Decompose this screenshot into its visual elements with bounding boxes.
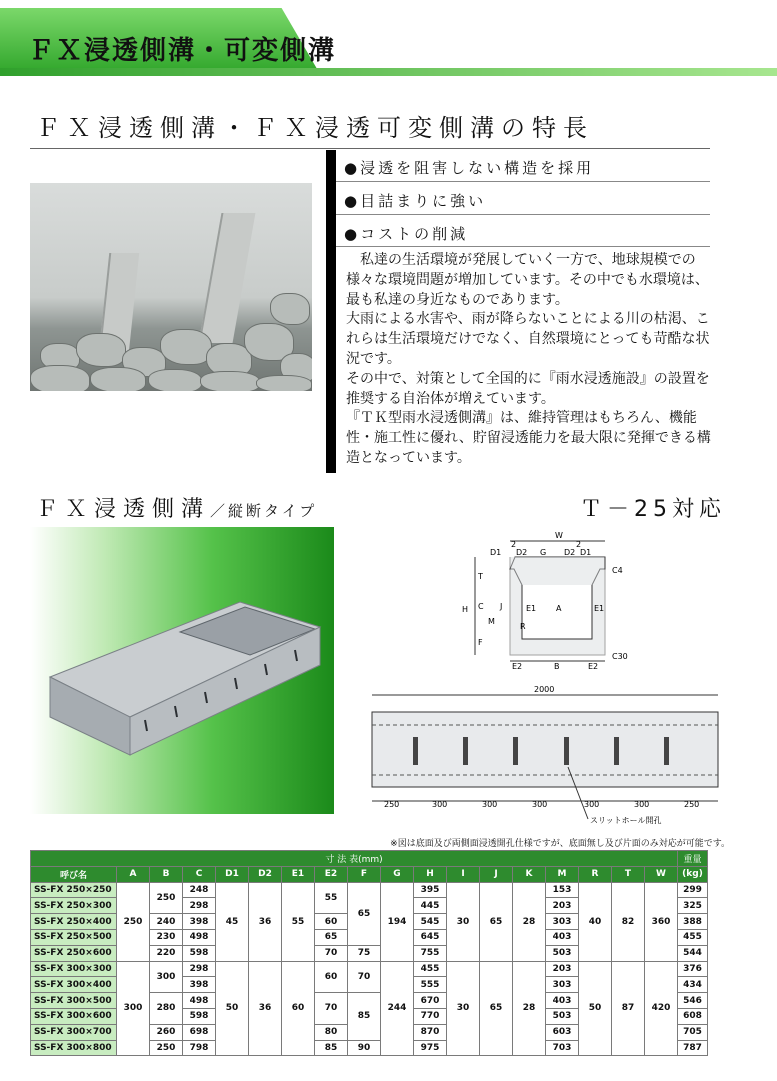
cell: 203: [546, 961, 579, 977]
label-d2-right: D2: [564, 548, 576, 557]
cell: 40: [579, 882, 612, 961]
cell: 65: [480, 961, 513, 1056]
cell: 303: [546, 977, 579, 993]
col-header: A: [117, 866, 150, 882]
label-r: R: [520, 622, 526, 631]
col-header: B: [150, 866, 183, 882]
cell: 55: [315, 882, 348, 914]
channel-render-svg: [30, 527, 334, 814]
table-row: [31, 882, 708, 898]
col-header: E1: [282, 866, 315, 882]
slit-hole-label: スリットホール開孔: [590, 816, 662, 825]
cell: 376: [678, 961, 708, 977]
fx-title-main: ＦＸ浸透側溝: [36, 497, 211, 522]
cell: 28: [513, 961, 546, 1056]
cell: 60: [282, 961, 315, 1056]
cell: 300: [117, 961, 150, 1056]
cell: 455: [414, 961, 447, 977]
cell: 36: [249, 961, 282, 1056]
label-e1: E1: [526, 604, 537, 613]
cell: 90: [348, 1040, 381, 1056]
photo-stone: [160, 329, 212, 365]
bullet-rule: [336, 246, 710, 247]
cell: 498: [183, 993, 216, 1009]
col-header: F: [348, 866, 381, 882]
cell: 87: [612, 961, 645, 1056]
diagram-svg: [350, 527, 730, 827]
col-header: I: [447, 866, 480, 882]
cell: 546: [678, 993, 708, 1009]
cell: 300: [150, 961, 183, 993]
dimension-table: [30, 850, 708, 1056]
segment-label: 300: [482, 800, 498, 809]
features-title: ＦＸ浸透側溝・ＦＸ浸透可変側溝の特長: [36, 114, 594, 142]
description-paragraph: 『ＴＫ型雨水浸透側溝』は、維持管理はもちろん、機能性・施工性に優れ、貯留浸透能力を最大限に発揮できる構造となっています。: [346, 410, 711, 466]
label-m: M: [488, 617, 495, 626]
cell: 703: [546, 1040, 579, 1056]
cell: 645: [414, 929, 447, 945]
label-b: B: [554, 662, 560, 671]
product-photo: [30, 183, 312, 391]
cell: 30: [447, 961, 480, 1056]
cell: 325: [678, 898, 708, 914]
segment-label: 250: [384, 800, 400, 809]
label-j: J: [500, 602, 503, 611]
cell: 75: [348, 945, 381, 961]
cell: 395: [414, 882, 447, 898]
dimension-diagram: [350, 527, 730, 827]
cell: 403: [546, 929, 579, 945]
row-name: SS-FX 250×600: [31, 945, 117, 961]
col-header: D2: [249, 866, 282, 882]
cell: 28: [513, 882, 546, 961]
col-header: M: [546, 866, 579, 882]
description-paragraph: その中で、対策として全国的に『雨水浸透施設』の設置を推奨する自治体が増えています。: [346, 370, 710, 407]
label-d1-right: D1: [580, 548, 592, 557]
row-name: SS-FX 250×300: [31, 898, 117, 914]
row-name: SS-FX 300×600: [31, 1008, 117, 1024]
cell: 608: [678, 1008, 708, 1024]
bullet-rule: [336, 214, 710, 215]
cell: 598: [183, 945, 216, 961]
label-h: H: [462, 605, 469, 614]
photo-stake-right: [199, 213, 256, 343]
features-description: [346, 251, 718, 469]
cell: 770: [414, 1008, 447, 1024]
col-header: C: [183, 866, 216, 882]
segment-label: 300: [584, 800, 600, 809]
photo-stone: [148, 369, 202, 391]
cell: 798: [183, 1040, 216, 1056]
cell: 360: [645, 882, 678, 961]
cell: 250: [117, 882, 150, 961]
cell: 298: [183, 898, 216, 914]
header-banner: [0, 0, 777, 80]
cell: 298: [183, 961, 216, 977]
section-divider-bar: [326, 150, 336, 473]
segment-label: 300: [634, 800, 650, 809]
cell: 603: [546, 1024, 579, 1040]
cell: 555: [414, 977, 447, 993]
col-header: H: [414, 866, 447, 882]
label-f: F: [478, 638, 483, 647]
photo-stone: [256, 375, 312, 391]
col-header: R: [579, 866, 612, 882]
cell: 85: [348, 993, 381, 1040]
cell: 70: [348, 961, 381, 993]
table-group-header: 寸 法 表(mm): [31, 851, 678, 867]
cell: 705: [678, 1024, 708, 1040]
cell: 65: [480, 882, 513, 961]
cell: 244: [381, 961, 414, 1056]
cell: 398: [183, 914, 216, 930]
label-two-right: 2: [576, 540, 582, 549]
label-e1-right: E1: [594, 604, 605, 613]
row-name: SS-FX 250×400: [31, 914, 117, 930]
cell: 280: [150, 993, 183, 1025]
cell: 60: [315, 961, 348, 993]
cell: 50: [216, 961, 249, 1056]
col-header: D1: [216, 866, 249, 882]
cell: 250: [150, 882, 183, 914]
diagram-note: ※図は底面及び両側面浸透開孔仕様ですが、底面無し及び片面のみ対応が可能です。: [390, 839, 730, 849]
cell: 50: [579, 961, 612, 1056]
col-header: K: [513, 866, 546, 882]
label-d2: D2: [516, 548, 528, 557]
feature-bullet-3: ●コストの削減: [344, 225, 469, 243]
cell: 240: [150, 914, 183, 930]
description-paragraph: 私達の生活環境が発展していく一方で、地球規模での様々な環境問題が増加しています。その中でも水環境は、最も私達の身近なものであります。: [346, 252, 709, 308]
fx-section-title: [36, 492, 317, 523]
cell: 503: [546, 945, 579, 961]
cell: 403: [546, 993, 579, 1009]
row-name: SS-FX 250×250: [31, 882, 117, 898]
cell: 36: [249, 882, 282, 961]
weight-unit-header: (kg): [678, 866, 708, 882]
load-rating: Ｔ－25対応: [580, 497, 726, 522]
cell: 60: [315, 914, 348, 930]
segment-label: 300: [432, 800, 448, 809]
cell: 787: [678, 1040, 708, 1056]
label-g: G: [540, 548, 547, 557]
cell: 220: [150, 945, 183, 961]
label-c4: C4: [612, 566, 623, 575]
photo-stone: [200, 371, 260, 391]
cell: 975: [414, 1040, 447, 1056]
photo-stone: [270, 293, 310, 325]
cell: 70: [315, 993, 348, 1025]
col-header: J: [480, 866, 513, 882]
cell: 70: [315, 945, 348, 961]
label-w: W: [555, 531, 563, 540]
cell: 230: [150, 929, 183, 945]
feature-bullet-1: ●浸透を阻害しない構造を採用: [344, 159, 595, 177]
cell: 153: [546, 882, 579, 898]
col-header: E2: [315, 866, 348, 882]
label-e2: E2: [512, 662, 523, 671]
cell: 248: [183, 882, 216, 898]
description-paragraph: 大雨による水害や、雨が降らないことによる川の枯渇、これらは生活環境だけでなく、自然環境にとっても苛酷な状況です。: [346, 311, 710, 367]
cell: 698: [183, 1024, 216, 1040]
row-name: SS-FX 250×500: [31, 929, 117, 945]
label-e2-right: E2: [588, 662, 599, 671]
photo-stone: [90, 367, 146, 391]
cell: 80: [315, 1024, 348, 1040]
cell: 445: [414, 898, 447, 914]
row-name: SS-FX 300×400: [31, 977, 117, 993]
feature-bullet-2: ●目詰まりに強い: [344, 192, 487, 210]
label-total-length: 2000: [534, 685, 555, 694]
cell: 65: [315, 929, 348, 945]
product-render: [30, 527, 334, 814]
cell: 420: [645, 961, 678, 1056]
col-header: 呼び名: [31, 866, 117, 882]
segment-label: 300: [532, 800, 548, 809]
table-row: [31, 961, 708, 977]
cell: 82: [612, 882, 645, 961]
cell: 30: [447, 882, 480, 961]
row-name: SS-FX 300×800: [31, 1040, 117, 1056]
features-rule: [30, 148, 710, 149]
cell: 398: [183, 977, 216, 993]
cell: 598: [183, 1008, 216, 1024]
row-name: SS-FX 300×300: [31, 961, 117, 977]
page-title: ＦＸ浸透側溝・可変側溝: [28, 36, 337, 66]
cell: 303: [546, 914, 579, 930]
cell: 545: [414, 914, 447, 930]
cell: 503: [546, 1008, 579, 1024]
photo-stone: [76, 333, 126, 367]
bullet-rule: [336, 181, 710, 182]
cell: 45: [216, 882, 249, 961]
label-c: C: [478, 602, 484, 611]
col-header: T: [612, 866, 645, 882]
header-line: [0, 68, 777, 76]
label-d1: D1: [490, 548, 502, 557]
cell: 388: [678, 914, 708, 930]
photo-stone: [30, 365, 90, 391]
label-two-left: 2: [511, 540, 517, 549]
cell: 498: [183, 929, 216, 945]
row-name: SS-FX 300×500: [31, 993, 117, 1009]
cell: 755: [414, 945, 447, 961]
fx-title-sub: ／縦断タイプ: [210, 502, 318, 520]
segment-label: 250: [684, 800, 700, 809]
col-header: W: [645, 866, 678, 882]
row-name: SS-FX 300×700: [31, 1024, 117, 1040]
cell: 434: [678, 977, 708, 993]
cell: 55: [282, 882, 315, 961]
cell: 250: [150, 1040, 183, 1056]
cell: 870: [414, 1024, 447, 1040]
col-header: G: [381, 866, 414, 882]
cell: 194: [381, 882, 414, 961]
cell: 65: [348, 882, 381, 945]
cell: 203: [546, 898, 579, 914]
label-c30: C30: [612, 652, 628, 661]
cell: 455: [678, 929, 708, 945]
cell: 544: [678, 945, 708, 961]
cell: 85: [315, 1040, 348, 1056]
weight-header: 重量: [678, 851, 708, 867]
cell: 670: [414, 993, 447, 1009]
cell: 299: [678, 882, 708, 898]
label-a: A: [556, 604, 562, 613]
cell: 260: [150, 1024, 183, 1040]
label-t: T: [478, 572, 483, 581]
